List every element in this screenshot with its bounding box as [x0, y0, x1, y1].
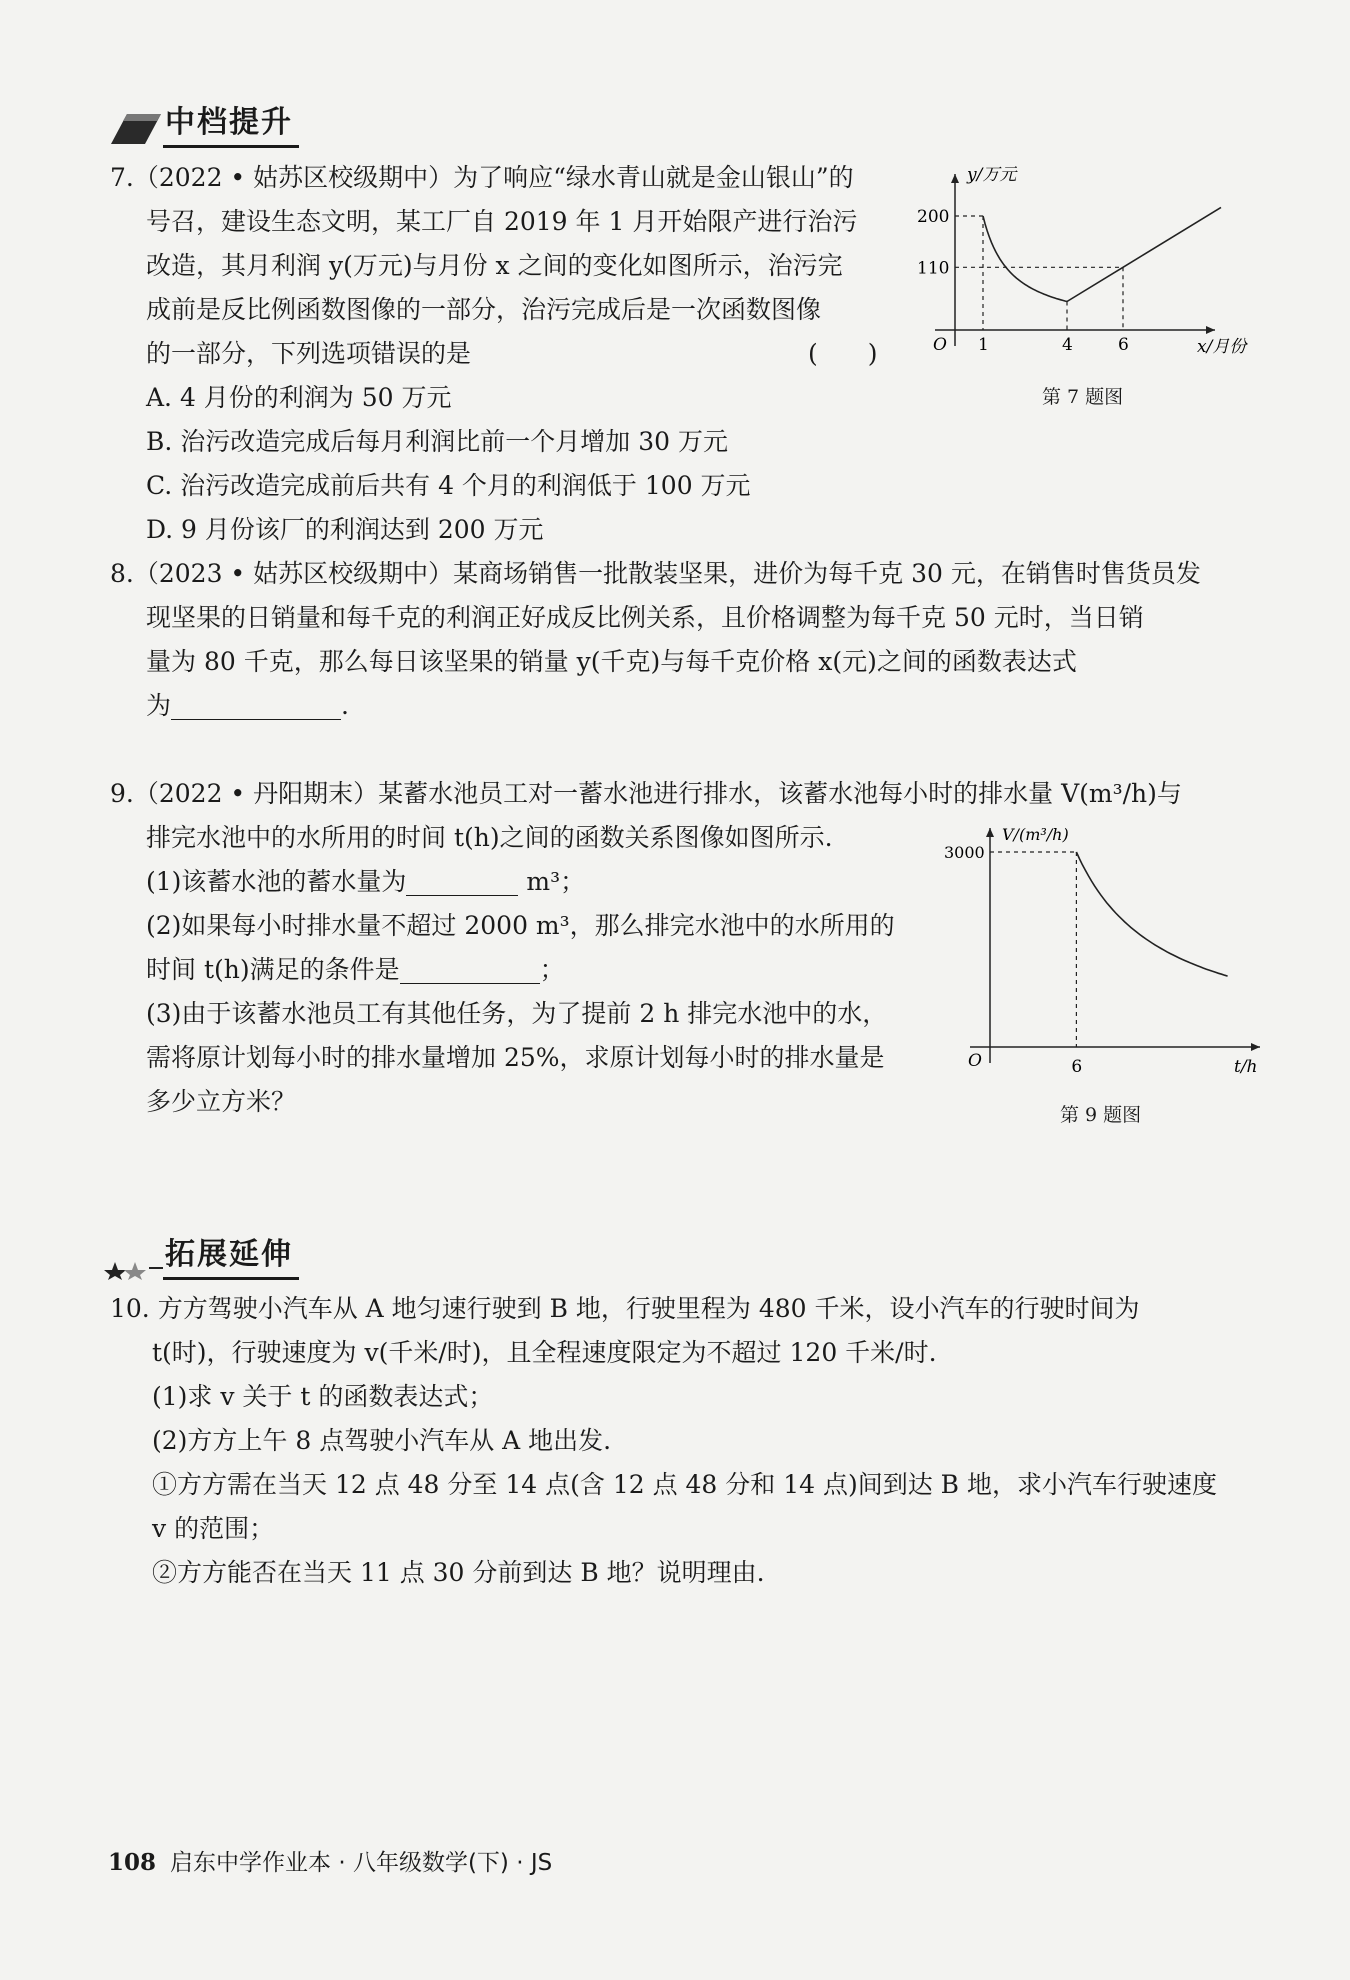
q7-line: 改造，其月利润 y(万元)与月份 x 之间的变化如图所示，治污完	[146, 251, 843, 280]
origin-label: O	[968, 1051, 982, 1071]
q8-answer-blank[interactable]	[171, 693, 341, 720]
inverse-curve	[983, 216, 1067, 302]
y-axis-label: y/万元	[967, 165, 1017, 185]
section-badge-stars-icon	[105, 1240, 163, 1280]
q10-line: ①方方需在当天 12 点 48 分至 14 点(含 12 点 48 分和 14 点)间到达 B 地，求小汽车行驶速度	[152, 1470, 1218, 1499]
y-axis-label: V/(m³/h)	[1002, 825, 1069, 844]
q7-option-c: C. 治污改造完成前后共有 4 个月的利润低于 100 万元	[146, 471, 751, 500]
q8-line: 现坚果的日销量和每千克的利润正好成反比例关系，且价格调整为每千克 50 元时，当日销	[146, 603, 1144, 632]
section-badge-icon	[105, 108, 163, 148]
q9-p3-line: (3)由于该蓄水池员工有其他任务，为了提前 2 h 排完水池中的水，	[146, 999, 888, 1028]
y-tick-label: 3000	[944, 843, 985, 862]
q7-option-b: B. 治污改造完成后每月利润比前一个月增加 30 万元	[146, 427, 728, 456]
q10-line: 10. 方方驾驶小汽车从 A 地匀速行驶到 B 地，行驶里程为 480 千米，设小汽车的行驶时间为	[110, 1294, 1140, 1323]
q7-line: 成前是反比例函数图像的一部分，治污完成后是一次函数图像	[146, 295, 822, 324]
page-footer	[108, 1844, 552, 1877]
q9-p3-line: 需将原计划每小时的排水量增加 25%，求原计划每小时的排水量是	[146, 1043, 885, 1072]
section-header-mid	[105, 96, 299, 148]
question-8	[110, 552, 1201, 728]
y-axis-arrow	[951, 174, 959, 183]
q9-p2-line: (2)如果每小时排水量不超过 2000 m³，那么排完水池中的水所用的	[146, 911, 895, 940]
x-axis-arrow	[1206, 326, 1215, 334]
q9-p2-blank[interactable]	[400, 957, 540, 984]
q7-option-a: A. 4 月份的利润为 50 万元	[146, 383, 452, 412]
x-tick-label: 1	[978, 335, 989, 355]
q9-p3-line: 多少立方米？	[146, 1087, 297, 1116]
origin-label: O	[933, 335, 947, 355]
q9-p1-prefix: (1)该蓄水池的蓄水量为	[146, 867, 407, 896]
figure-7-caption: 第 7 题图	[1042, 386, 1124, 408]
x-axis-label: t/h	[1234, 1057, 1258, 1077]
q7-line: 7.（2022 • 姑苏区校级期中）为了响应“绿水青山就是金山银山”的	[110, 163, 854, 192]
q8-last-suffix: .	[341, 691, 349, 720]
q7-option-d: D. 9 月份该厂的利润达到 200 万元	[146, 515, 544, 544]
y-tick-label: 110	[917, 258, 950, 279]
q9-line: 排完水池中的水所用的时间 t(h)之间的函数关系图像如图所示.	[146, 823, 833, 852]
x-axis-label: x/月份	[1197, 337, 1247, 357]
q8-line: 8.（2023 • 姑苏区校级期中）某商场销售一批散装坚果，进价为每千克 30 元，在销售时售货员发	[110, 559, 1201, 588]
question-10	[110, 1287, 1217, 1595]
q7-line: 号召，建设生态文明，某工厂自 2019 年 1 月开始限产进行治污	[146, 207, 858, 236]
q10-line: (2)方方上午 8 点驾驶小汽车从 A 地出发.	[152, 1426, 612, 1455]
q9-p2-prefix: 时间 t(h)满足的条件是	[146, 955, 400, 984]
question-7	[110, 156, 857, 552]
q9-p1-blank[interactable]	[406, 869, 518, 896]
q10-line: v 的范围；	[152, 1514, 275, 1543]
linear-segment	[1067, 207, 1221, 301]
x-tick-label: 6	[1118, 335, 1129, 355]
figure-9-chart	[944, 820, 1270, 1090]
q9-p2-suffix: ；	[539, 955, 565, 984]
section-title-ext: 拓展延伸	[163, 1237, 299, 1280]
y-tick-label: 200	[917, 207, 950, 227]
q10-line: ②方方能否在当天 11 点 30 分前到达 B 地？说明理由.	[152, 1558, 765, 1587]
q10-line: t(时)，行驶速度为 v(千米/时)，且全程速度限定为不超过 120 千米/时.	[152, 1338, 937, 1367]
q7-answer-paren: ( )	[808, 339, 878, 368]
section-header-ext	[105, 1228, 299, 1280]
q9-p1-suffix: m³；	[518, 867, 586, 896]
inverse-curve	[1076, 852, 1227, 976]
x-axis-arrow	[1251, 1043, 1260, 1051]
q8-line: 量为 80 千克，那么每日该坚果的销量 y(千克)与每千克价格 x(元)之间的函数表达式	[146, 647, 1077, 676]
book-title: 启东中学作业本 · 八年级数学(下) · JS	[170, 1850, 553, 1876]
q10-line: (1)求 v 关于 t 的函数表达式；	[152, 1382, 494, 1411]
page-number: 108	[108, 1849, 157, 1876]
section-title-mid: 中档提升	[163, 105, 299, 148]
q7-line: 的一部分，下列选项错误的是	[146, 339, 472, 368]
figure-9	[944, 820, 1270, 1094]
y-axis-arrow	[986, 828, 994, 837]
x-tick-label: 6	[1071, 1057, 1083, 1077]
q8-last-prefix: 为	[146, 691, 172, 720]
figure-9-caption: 第 9 题图	[1060, 1104, 1142, 1126]
figure-7-chart	[915, 160, 1265, 370]
figure-7	[915, 160, 1265, 374]
x-tick-label: 4	[1062, 335, 1073, 355]
q9-line: 9.（2022 • 丹阳期末）某蓄水池员工对一蓄水池进行排水，该蓄水池每小时的排水量 V(m³/h)与	[110, 779, 1182, 808]
